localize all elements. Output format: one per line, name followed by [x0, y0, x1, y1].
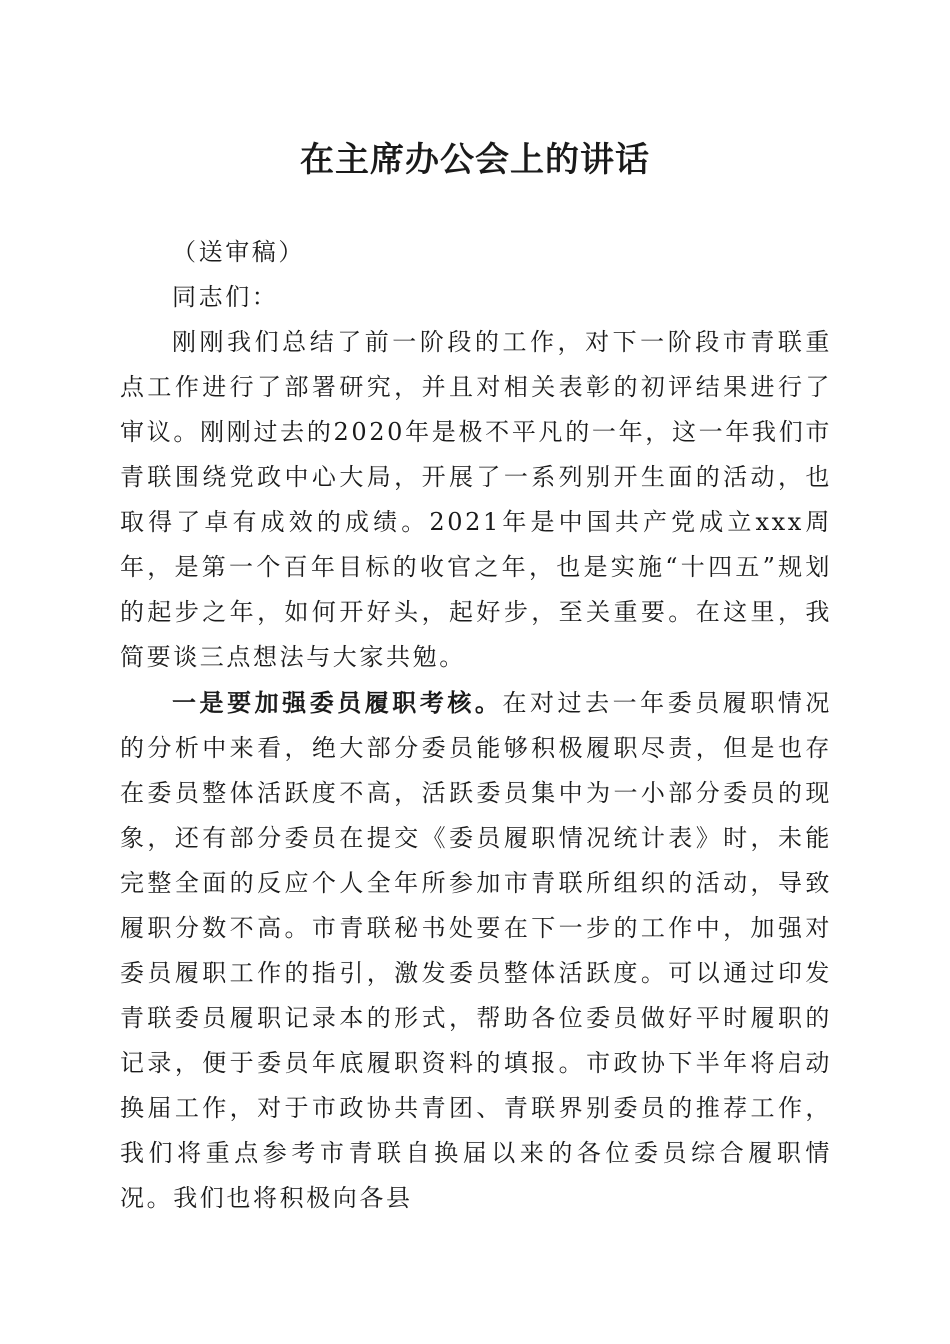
salutation: 同志们：	[172, 283, 279, 311]
point-1-heading: 一是要加强委员履职考核。	[172, 688, 503, 717]
point-1-body: 在对过去一年委员履职情况的分析中来看，绝大部分委员能够积极履职尽责，但是也存在委员整体活跃度不高，活跃委员集中为一小部分委员的现象，还有部分委员在提交《委员履职情况统计表》时，未能完整全面的反应个人全年所参加市青联所组织的活动，导致履职分数不高。市青联秘书处要在下一步的工作中，加强对委员履职工作的指引，激发委员整体活跃度。可以通过印发青联委员履职记录本的形式，帮助各位委员做好平时履职的记录，便于委员年底履职资料的填报。市政协下半年将启动换届工作，对于市政协共青团、青联界别委员的推荐工作，我们将重点参考市青联自换届以来的各位委员综合履职情况。我们也将积极向各县	[120, 689, 832, 1212]
paragraph-intro: 刚刚我们总结了前一阶段的工作，对下一阶段市青联重点工作进行了部署研究，并且对相关表彰的初评结果进行了审议。刚刚过去的2020年是极不平凡的一年，这一年我们市青联围绕党政中心大局，开展了一系列别开生面的活动，也取得了卓有成效的成绩。2021年是中国共产党成立xxx周年，是第一个百年目标的收官之年，也是实施“十四五”规划的起步之年，如何开好头，起好步，至关重要。在这里，我简要谈三点想法与大家共勉。	[120, 328, 832, 671]
document-title: 在主席办公会上的讲话	[300, 140, 650, 180]
document-body	[120, 230, 832, 1221]
paragraph-point-1	[120, 680, 832, 1221]
draft-note: （送审稿）	[172, 238, 305, 266]
